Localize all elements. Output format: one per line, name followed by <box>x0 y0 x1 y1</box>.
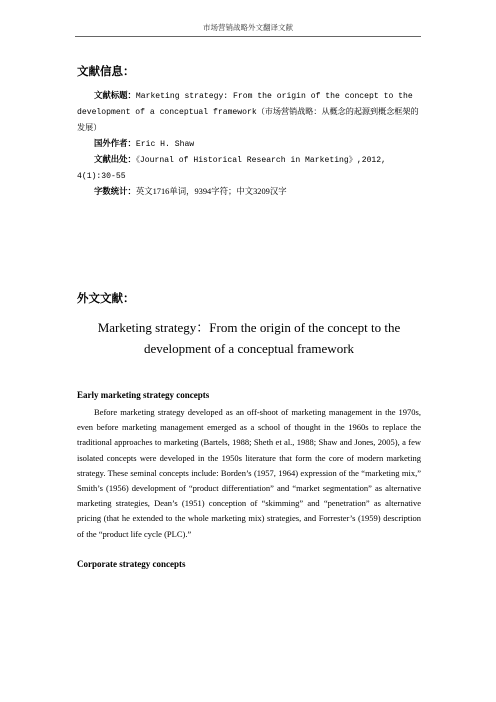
article-title: Marketing strategy：From the origin of the concept to the development of a conceptual framework <box>97 320 401 356</box>
running-header: 市场营销战略外文翻译文献 <box>203 23 293 32</box>
doc-source-line <box>77 152 421 184</box>
doc-author-line <box>77 136 421 152</box>
section-heading-corporate: Corporate strategy concepts <box>77 558 186 569</box>
doc-count-value: 英文1716单词，9394字符；中文3209汉字 <box>135 187 287 196</box>
doc-info-block <box>77 88 421 199</box>
header-rule <box>75 36 421 37</box>
doc-title-value: Marketing strategy: From the origin of the concept to the development of a conceptual framework（市场营销战略：从概念的起源到概念框架的发展） <box>77 92 419 133</box>
doc-count-label: 字数统计： <box>94 187 136 196</box>
paragraph-early: Before marketing strategy developed as an off-shoot of marketing management in the 1970s, even before marketing management emerged as a school of thought in the 1960s to replace the traditional approaches to marketing (Bartels, 1988; Sheth et al., 1988; Shaw and Jones, 2005), a few isolated concepts were developed in the 1950s literature that form the core of modern marketing strategy. These seminal concepts include: Borden’s (1957, 1964) expression of the “marketing mix,” Smith’s (1956) development of “product differentiation” and “market segmentation” as alternative marketing strategies, Dean’s (1951) conception of “skimming” and “penetration” as alternative pricing (that he extended to the whole marketing mix) strategies, and Forrester’s (1959) description of the “product life cycle (PLC).” <box>77 407 421 539</box>
doc-title-label: 文献标题： <box>94 91 136 100</box>
doc-source-label: 文献出处： <box>94 155 136 164</box>
doc-author-value: Eric H. Shaw <box>135 140 195 149</box>
doc-author-label: 国外作者： <box>94 139 136 148</box>
doc-info-heading: 文献信息： <box>77 66 135 78</box>
doc-source-value: 《Journal of Historical Research in Marketing》,2012, 4(1):30-55 <box>77 156 387 181</box>
doc-title-line <box>77 88 421 136</box>
foreign-heading: 外文文献： <box>77 293 135 305</box>
section-heading-early: Early marketing strategy concepts <box>77 390 210 400</box>
document-body <box>77 64 421 570</box>
doc-count-line <box>77 184 421 199</box>
